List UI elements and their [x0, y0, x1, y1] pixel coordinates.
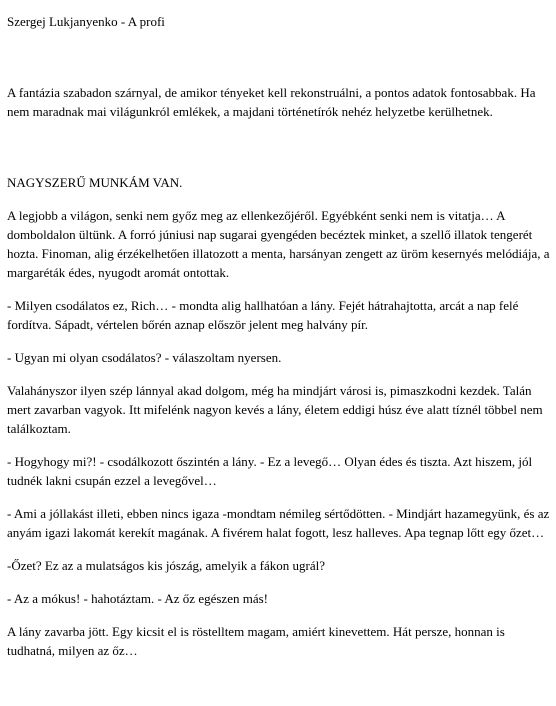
- intro-paragraph: A fantázia szabadon szárnyal, de amikor tényeket kell rekonstruálni, a pontos adatok fontosabbak. Ha nem maradnak mai világunkról emlékek, a majdani történetírók nehéz helyzetbe kerülhetnek.: [7, 85, 536, 119]
- document-page: [7, 0, 552, 660]
- document-header: Szergej Lukjanyenko - A profi: [7, 14, 165, 29]
- body-paragraph: - Ugyan mi olyan csodálatos? - válaszoltam nyersen.: [7, 350, 282, 365]
- body-paragraph: A legjobb a világon, senki nem győz meg az ellenkezőjéről. Egyébként senki nem is vitatja… A domboldalon ültünk. A forró júniusi nap sugarai gyengéden becéztek minket, a szellő illatok tengerét hozta. Finoman, alig érzékelhetően illatozott a menta, harsányan zengett az üröm kesernyés melódiája, a margaréták édes, nyugodt aromát ontottak.: [7, 208, 550, 280]
- body-paragraph: Valahányszor ilyen szép lánnyal akad dolgom, még ha mindjárt városi is, pimaszkodni kezdek. Talán mert zavarban vagyok. Itt mifelénk nagyon kevés a lány, életem eddigi húsz éve alatt tíznél többel nem találkoztam.: [7, 383, 543, 436]
- body-paragraph: -Őzet? Ez az a mulatságos kis jószág, amelyik a fákon ugrál?: [7, 558, 326, 573]
- chapter-heading: NAGYSZERŰ MUNKÁM VAN.: [7, 175, 183, 190]
- body-paragraph: - Ami a jóllakást illeti, ebben nincs igaza -mondtam némileg sértődötten. - Mindjárt hazamegyünk, és az anyám igazi lakomát kerekít magának. A fivérem halat fogott, lesz halleves. Apa tegnap lőtt egy őzet…: [7, 506, 550, 540]
- body-paragraph: - Az a mókus! - hahotáztam. - Az őz egészen más!: [7, 591, 268, 606]
- body-paragraph: - Hogyhogy mi?! - csodálkozott őszintén a lány. - Ez a levegő… Olyan édes és tiszta. Azt hiszem, jól tudnék lakni csupán ezzel a levegővel…: [7, 454, 533, 488]
- body-paragraph: - Milyen csodálatos ez, Rich… - mondta alig hallhatóan a lány. Fejét hátrahajtotta, arcát a nap felé fordítva. Sápadt, vértelen bőrén aznap először jelent meg halvány pír.: [7, 298, 519, 332]
- body-paragraph: A lány zavarba jött. Egy kicsit el is röstelltem magam, amiért kinevettem. Hát persze, honnan is tudhatná, milyen az őz…: [7, 624, 505, 658]
